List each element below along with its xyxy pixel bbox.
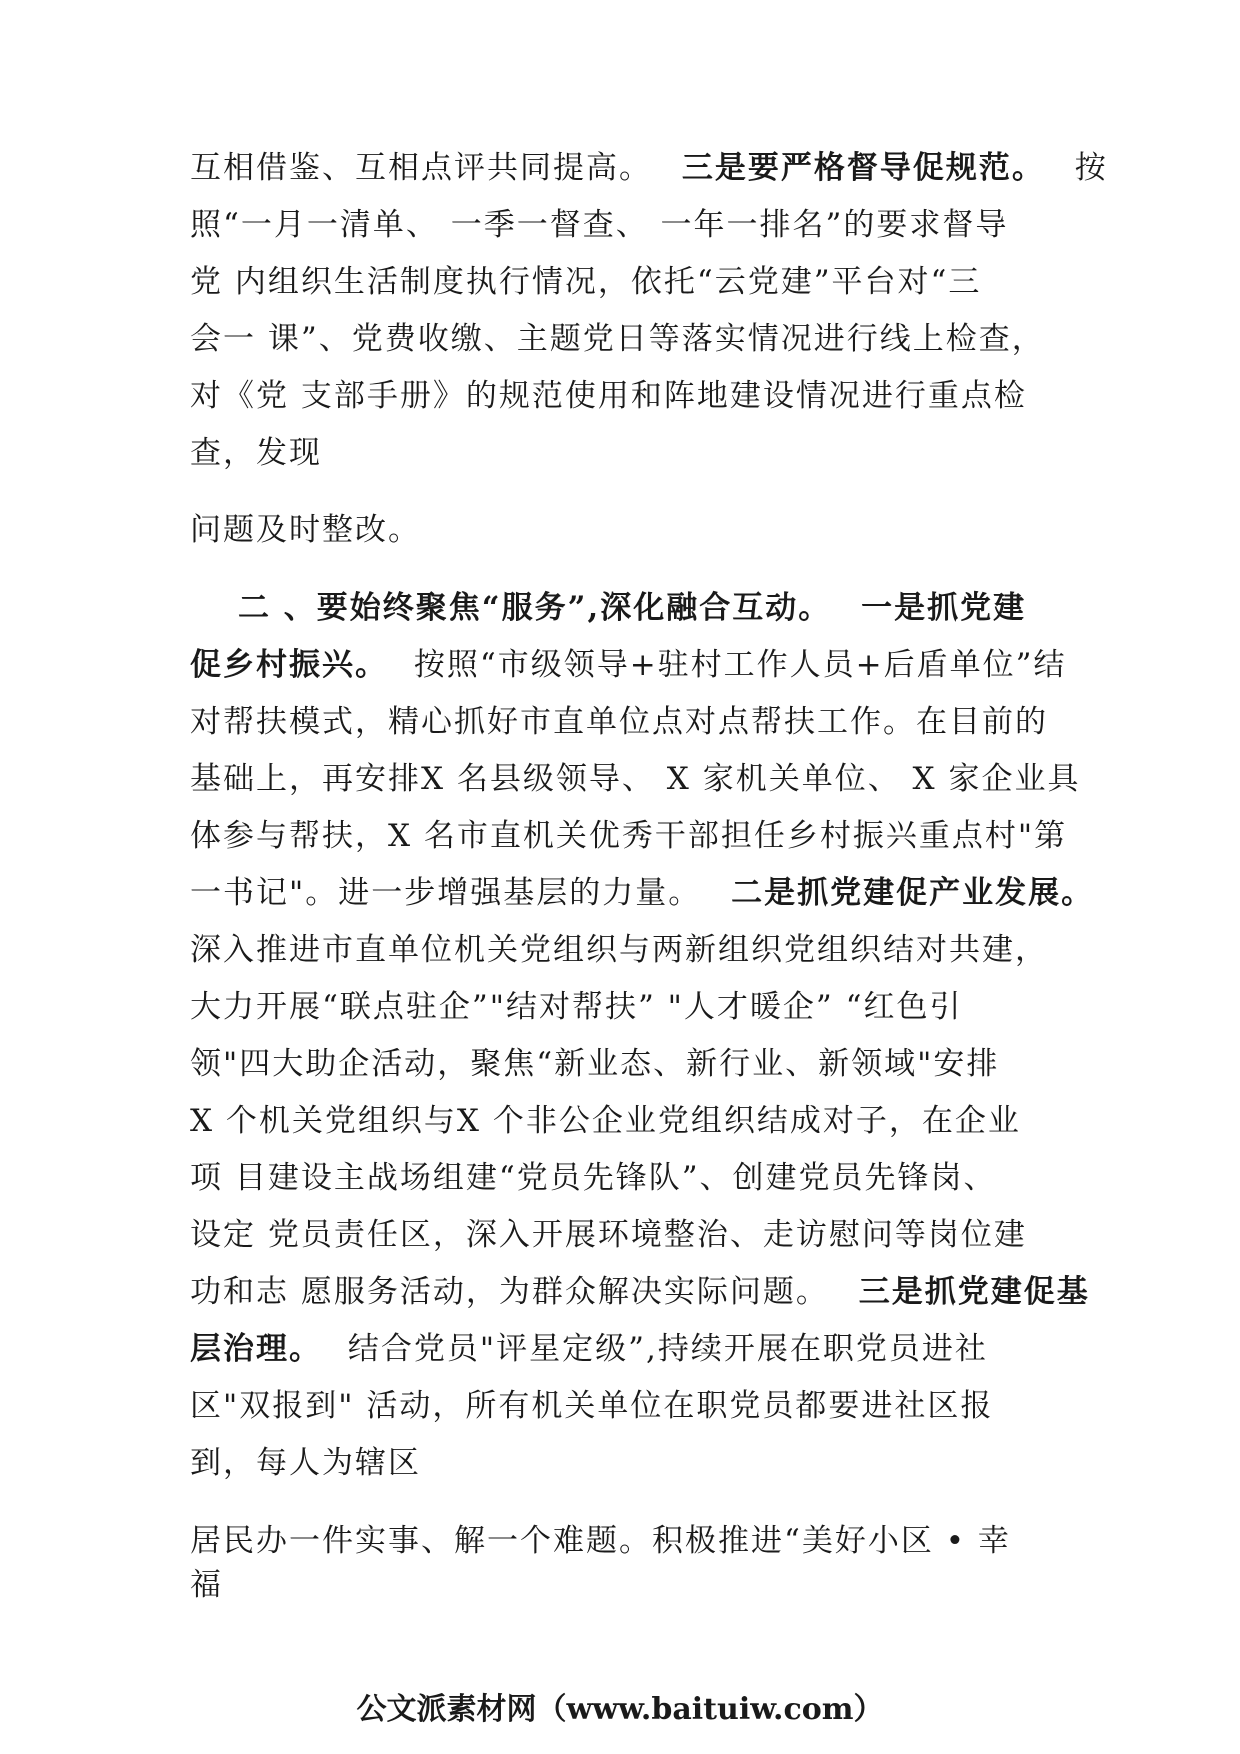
p2-line-6: [190, 873, 1095, 913]
p2-text: 按照“市级领导+驻村工作人员+后盾单位”结: [413, 647, 1067, 683]
p2-line-15: 区"双报到" 活动，所有机关单位在职党员都要进社区报: [190, 1388, 994, 1424]
p2-line-3: 对帮扶模式，精心抓好市直单位点对点帮扶工作。在目前的: [190, 704, 1048, 740]
section-heading: 二 、要始终聚焦“服务”,深化融合互动。: [238, 590, 832, 626]
p2-line-2: [190, 645, 1070, 685]
footer-watermark: 公文派素材网（www.baituiw.com）: [356, 1692, 884, 1727]
p2-text: 结合党员"评星定级”,持续开展在职党员进社: [347, 1331, 988, 1367]
p1-line-5: 对《党 支部手册》的规范使用和阵地建设情况进行重点检: [190, 378, 1027, 414]
p2-line-16: 到，每人为辖区: [190, 1445, 421, 1481]
p1-text: 互相借鉴、互相点评共同提高。: [190, 150, 652, 186]
p1-line-4: 会一 课”、党费收缴、主题党日等落实情况进行线上检查，: [190, 321, 1045, 357]
p2-bold-heading: 促乡村振兴。: [190, 647, 388, 683]
p2-line-8: 大力开展“联点驻企”"结对帮扶” "人才暖企” “红色引: [190, 989, 963, 1025]
p2-text: 一书记"。进一步增强基层的力量。: [190, 875, 702, 911]
p2-bold-heading: 三是抓党建促基: [858, 1274, 1090, 1310]
p1-line-3: 党 内组织生活制度执行情况，依托“云党建”平台对“三: [190, 264, 982, 300]
p1-text: 按: [1074, 150, 1108, 186]
p2-line-18: 福: [190, 1567, 223, 1603]
p1-line-2: 照“一月一清单、 一季一督查、 一年一排名”的要求督导: [190, 207, 1009, 243]
p2-line-17: 居民办一件实事、解一个难题。积极推进“美好小区 • 幸: [190, 1523, 1011, 1559]
p2-line-1: [238, 588, 1118, 628]
p1-line-7: 问题及时整改。: [190, 512, 421, 548]
p2-line-12: 设定 党员责任区，深入开展环境整治、走访慰问等岗位建: [190, 1217, 1027, 1253]
p2-line-13: [190, 1272, 1090, 1312]
p2-line-14: [190, 1329, 1070, 1369]
p1-bold-heading: 三是要严格督导促规范。: [681, 150, 1045, 186]
p2-line-10: X 个机关党组织与X 个非公企业党组织结成对子，在企业: [190, 1103, 1021, 1139]
p2-line-11: 项 目建设主战场组建“党员先锋队”、创建党员先锋岗、: [190, 1160, 997, 1196]
p2-bold-heading: 二是抓党建促产业发展。: [731, 875, 1095, 911]
p2-line-5: 体参与帮扶，X 名市直机关优秀干部担任乡村振兴重点村"第: [190, 818, 1068, 854]
p2-bold-heading: 层治理。: [190, 1331, 322, 1367]
p2-line-9: 领"四大助企活动，聚焦“新业态、新行业、新领域"安排: [190, 1046, 1000, 1082]
p1-line-6: 查，发现: [190, 435, 322, 471]
p2-text: 功和志 愿服务活动，为群众解决实际问题。: [190, 1274, 829, 1310]
p2-bold-heading: 一是抓党建: [861, 590, 1027, 626]
p1-line-1: [190, 148, 1108, 188]
p2-line-4: 基础上，再安排X 名县级领导、 X 家机关单位、 X 家企业具: [190, 761, 1081, 797]
p2-line-7: 深入推进市直单位机关党组织与两新组织党组织结对共建，: [190, 932, 1048, 968]
